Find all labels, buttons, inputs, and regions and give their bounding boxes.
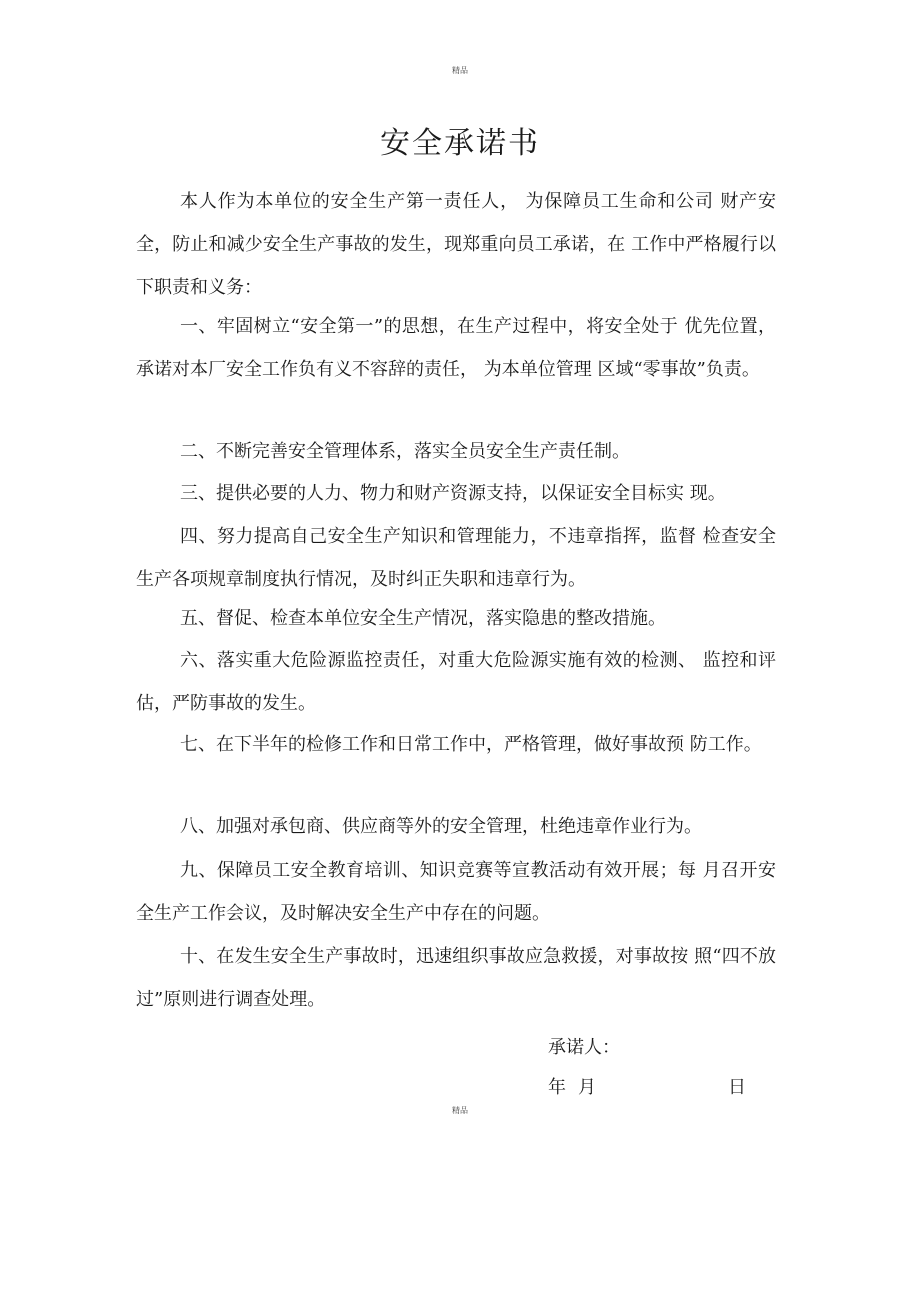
item-6-paragraph bbox=[136, 639, 776, 725]
paragraph-text: 八、加强对承包商、供应商等外的安全管理，杜绝违章作业行为。 bbox=[180, 816, 702, 837]
item-8-paragraph bbox=[136, 805, 776, 848]
paragraph-text: 十、在发生安全生产事故时，迅速组织事故应急救援，对事故按 照“四不放过”原则进行调查处理。 bbox=[136, 946, 776, 1010]
paragraph-text: 本人作为本单位的安全生产第一责任人， 为保障员工生命和公司 财产安全，防止和减少安全生产事故的发生，现郑重向员工承诺，在 工作中严格履行以下职责和义务： bbox=[136, 191, 776, 298]
footer-watermark: 精品 bbox=[452, 1106, 468, 1115]
date-year-label: 年 bbox=[548, 1077, 566, 1098]
paragraph-text: 五、督促、检查本单位安全生产情况，落实隐患的整改措施。 bbox=[180, 608, 666, 629]
header-watermark: 精品 bbox=[452, 66, 468, 75]
document-title: 安全承诺书 bbox=[380, 126, 540, 161]
paragraph-text: 九、保障员工安全教育培训、知识竞赛等宣教活动有效开展；每 月召开安全生产工作会议，及时解决安全生产中存在的问题。 bbox=[136, 860, 776, 924]
date-day-label: 日 bbox=[728, 1077, 746, 1098]
paragraph-text: 一、牢固树立“安全第一”的思想，在生产过程中，将安全处于 优先位置，承诺对本厂安全工作负有义不容辞的责任， 为本单位管理 区域“零事故”负责。 bbox=[136, 316, 776, 380]
item-2-paragraph bbox=[136, 430, 776, 473]
item-4-paragraph bbox=[136, 515, 776, 601]
paragraph-text: 六、落实重大危险源监控责任，对重大危险源实施有效的检测、 监控和评估，严防事故的发生。 bbox=[136, 650, 776, 714]
item-1-paragraph bbox=[136, 305, 776, 391]
item-9-paragraph bbox=[136, 849, 776, 935]
paragraph-text: 七、在下半年的检修工作和日常工作中，严格管理，做好事故预 防工作。 bbox=[180, 734, 762, 755]
item-5-paragraph bbox=[136, 597, 776, 640]
paragraph-text: 四、努力提高自己安全生产知识和管理能力，不违章指挥，监督 检查安全生产各项规章制度执行情况，及时纠正失职和违章行为。 bbox=[136, 526, 776, 590]
item-3-paragraph bbox=[136, 472, 776, 515]
paragraph-text: 三、提供必要的人力、物力和财产资源支持，以保证安全目标实 现。 bbox=[180, 483, 726, 504]
date-month-label: 月 bbox=[578, 1077, 596, 1098]
signatory-label: 承诺人： bbox=[548, 1037, 620, 1058]
item-7-paragraph bbox=[136, 723, 776, 766]
paragraph-text: 二、不断完善安全管理体系，落实全员安全生产责任制。 bbox=[180, 441, 630, 462]
item-10-paragraph bbox=[136, 935, 776, 1021]
intro-paragraph bbox=[136, 180, 776, 309]
